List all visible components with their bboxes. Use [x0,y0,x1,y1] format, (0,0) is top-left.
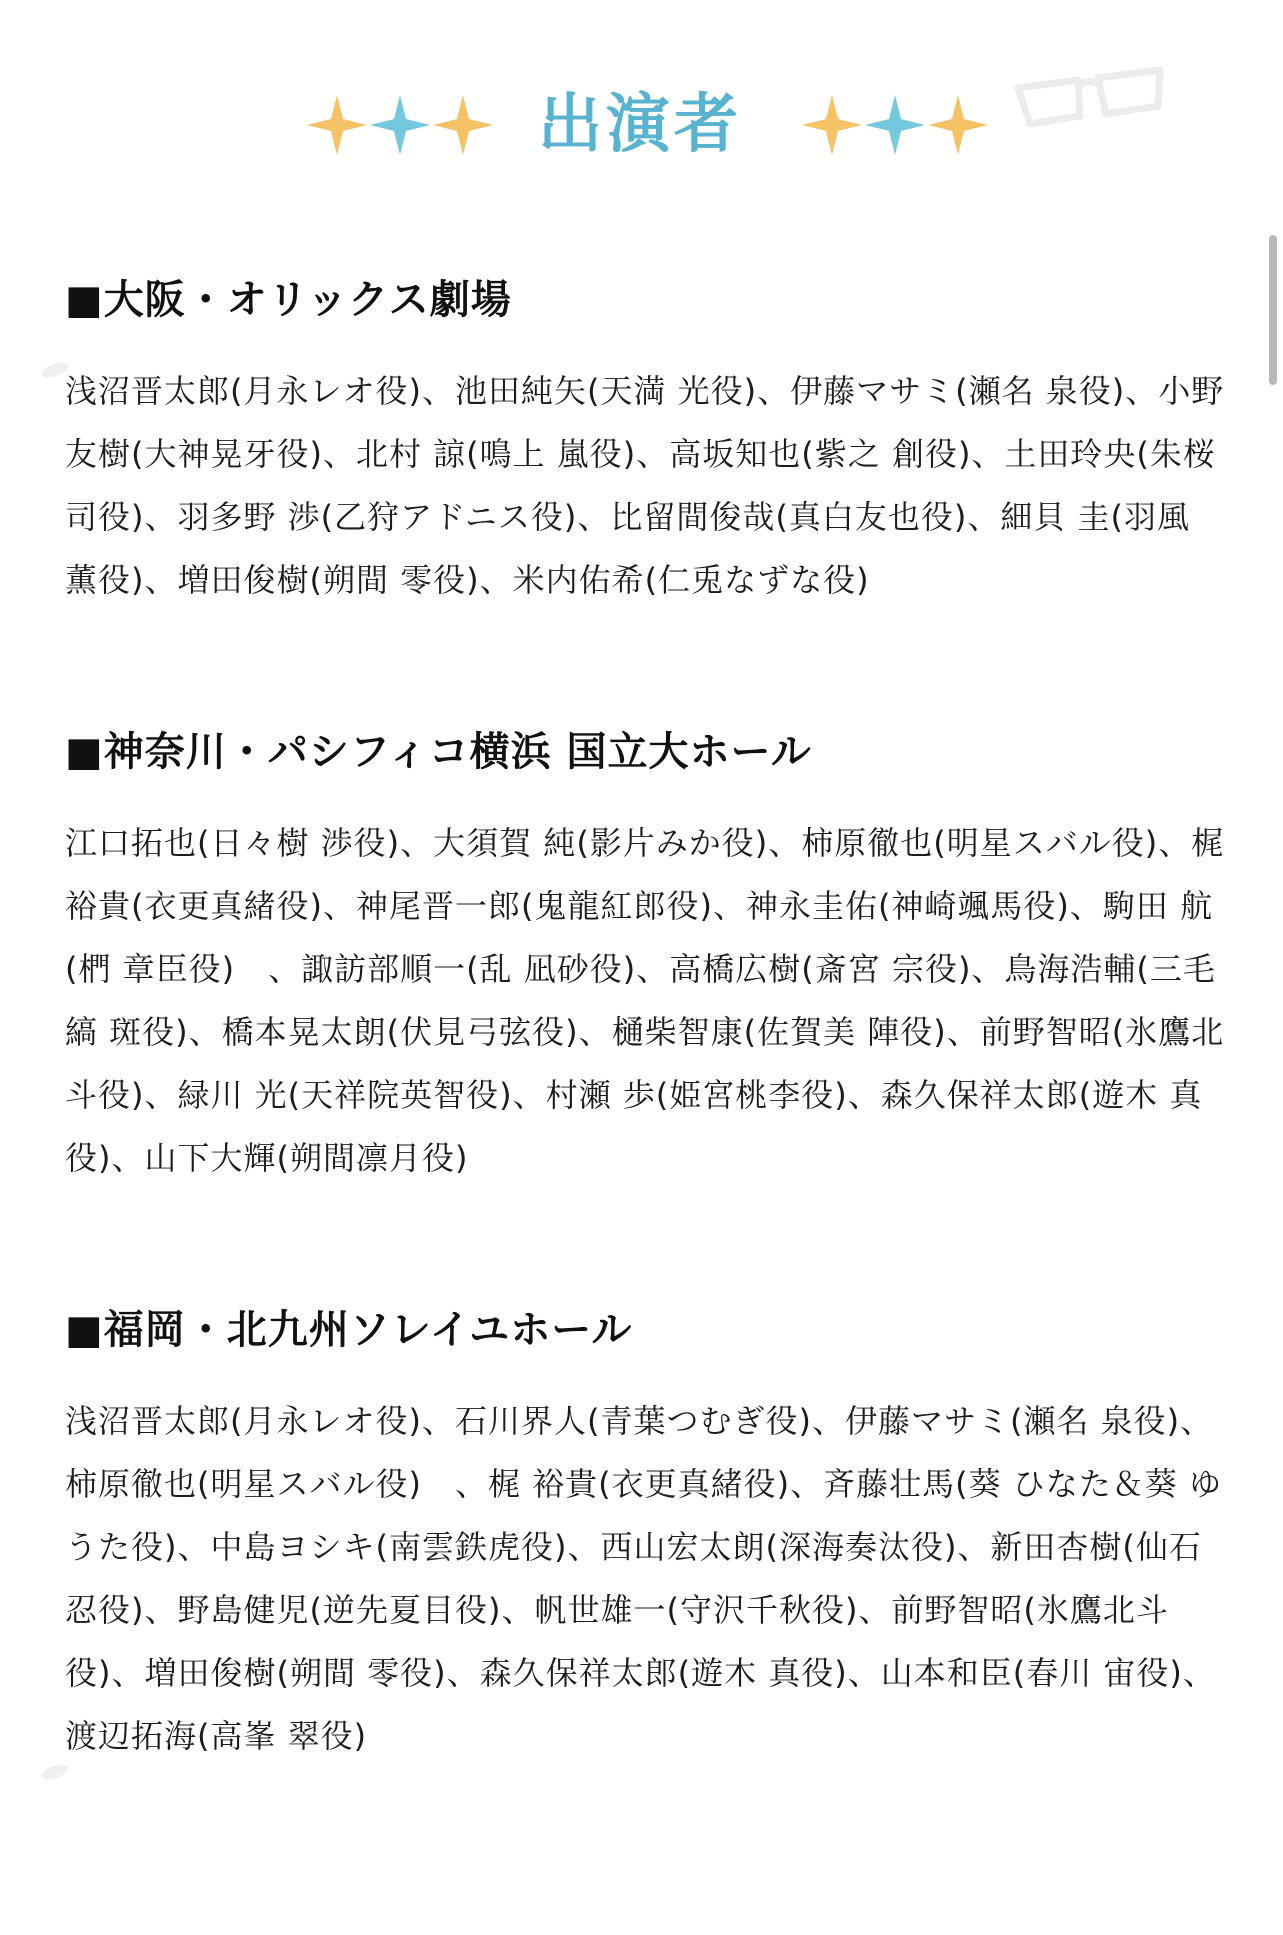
glasses-icon [1010,50,1170,140]
cast-list: 江口拓也(日々樹 渉役)、大須賀 純(影片みか役)、柿原徹也(明星スバル役)、梶 裕貴(衣更真緒役)、神尾晋一郎(鬼龍紅郎役)、神永圭佑(神崎颯馬役)、駒田 航(椚 章臣役) 、諏訪部順一(乱 凪砂役)、高橋広樹(斎宮 宗役)、鳥海浩輔(三毛縞 斑役)、橋本晃太朗(伏見弓弦役)、樋柴智康(佐賀美 陣役)、前野智昭(氷鷹北斗役)、緑川 光(天祥院英智役)、村瀬 歩(姫宮桃李役)、森久保祥太郎(遊木 真役)、山下大輝(朔間凛月役) [65,824,1225,1177]
cast-list: 浅沼晋太郎(月永レオ役)、池田純矢(天満 光役)、伊藤マサミ(瀬名 泉役)、小野友樹(大神晃牙役)、北村 諒(鳴上 嵐役)、高坂知也(紫之 創役)、土田玲央(朱桜 司役)、羽多野 渉(乙狩アドニス役)、比留間俊哉(真白友也役)、細貝 圭(羽風 薫役)、増田俊樹(朔間 零役)、米内佑希(仁兎なずな役) [65,372,1225,599]
venue-heading: ■福岡・北九州ソレイユホール [65,1307,633,1353]
cast-content [65,270,1225,1878]
cast-list: 浅沼晋太郎(月永レオ役)、石川界人(青葉つむぎ役)、伊藤マサミ(瀬名 泉役)、柿原徹也(明星スバル役) 、梶 裕貴(衣更真緒役)、斉藤壮馬(葵 ひなた＆葵 ゆうた役)、中島ヨシキ(南雲鉄虎役)、西山宏太朗(深海奏汰役)、新田杏樹(仙石 忍役)、野島健児(逆先夏目役)、帆世雄一(守沢千秋役)、前野智昭(氷鷹北斗役)、増田俊樹(朔間 零役)、森久保祥太郎(遊木 真役)、山本和臣(春川 宙役)、渡辺拓海(高峯 翠役) [65,1402,1222,1755]
sparkles-right-decoration [800,90,990,160]
scrollbar-thumb[interactable] [1269,235,1277,385]
venue-heading: ■神奈川・パシフィコ横浜 国立大ホール [65,729,812,775]
page-title: 出演者 [538,88,742,162]
venue-heading: ■大阪・オリックス劇場 [65,277,512,323]
venue-section-fukuoka [65,1300,1225,1768]
sparkle-stars-icon [800,90,990,160]
sparkles-left-decoration [305,90,495,160]
sparkle-stars-icon [305,90,495,160]
venue-section-kanagawa [65,722,1225,1190]
venue-section-osaka [65,270,1225,612]
